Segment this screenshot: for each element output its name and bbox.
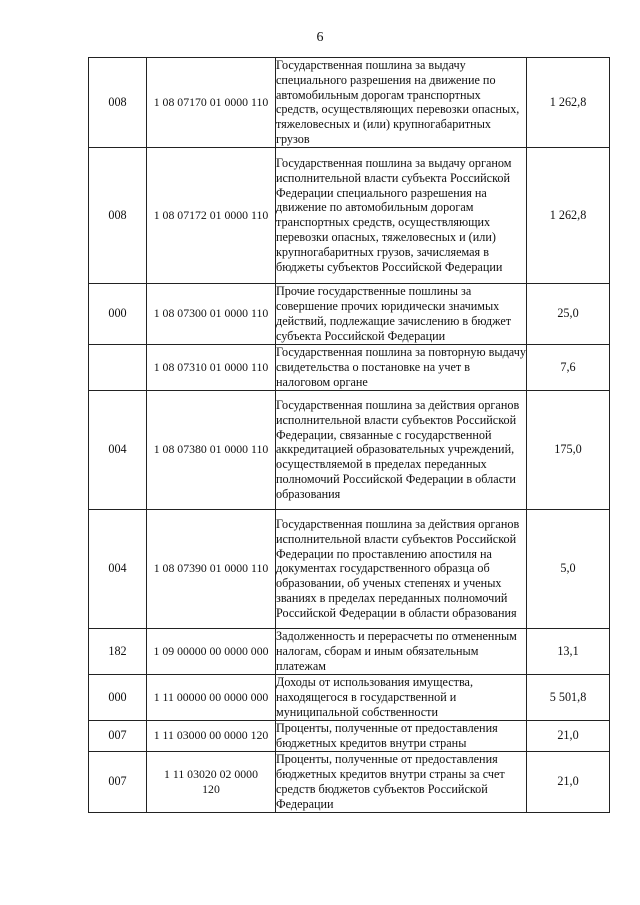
budget-code-cell: [147, 674, 276, 720]
amount-cell: 5,0: [527, 509, 610, 628]
budget-code: 1 08 07310 01 0000 110: [153, 359, 269, 374]
table-row: [89, 283, 610, 344]
revenue-name-cell: Государственная пошлина за повторную выдачу свидетельства о постановке на учет в налоговом органе: [276, 345, 526, 389]
budget-code-cell: [147, 390, 276, 509]
budget-code: 1 08 07170 01 0000 110: [153, 94, 269, 109]
table-row: [89, 751, 610, 812]
budget-code-cell: [147, 283, 276, 344]
table-row: [89, 58, 610, 148]
budget-code-cell: [147, 58, 276, 148]
table-row: [89, 628, 610, 674]
admin-code-cell: [89, 344, 147, 390]
budget-code-cell: [147, 628, 276, 674]
table-row: [89, 344, 610, 390]
budget-code: 1 09 00000 00 0000 000: [153, 643, 269, 658]
revenue-name-cell: Проценты, полученные от предоставления бюджетных кредитов внутри страны: [276, 720, 527, 751]
amount-cell: 13,1: [527, 628, 610, 674]
budget-code: 1 11 00000 00 0000 000: [153, 689, 269, 704]
table-row: [89, 509, 610, 628]
amount-cell: 175,0: [527, 390, 610, 509]
revenue-name-cell: Задолженность и перерасчеты по отмененным налогам, сборам и иным обязательным платежам: [276, 628, 527, 674]
revenue-name-cell: Государственная пошлина за действия органов исполнительной власти субъектов Российской Федерации, связанные с государственной аккредитацией образовательных учреждений, осуществляемой в пределах переданных полномочий Российской Федерации в области образования: [276, 390, 527, 509]
revenue-name-cell: Доходы от использования имущества, находящегося в государственной и муниципальной собственности: [276, 674, 527, 720]
budget-code: 1 08 07390 01 0000 110: [153, 561, 269, 576]
budget-code-cell: [147, 720, 276, 751]
budget-code: 1 11 03000 00 0000 120: [153, 728, 269, 743]
budget-code: 1 08 07172 01 0000 110: [153, 207, 269, 222]
budget-revenue-table: [88, 57, 610, 813]
budget-code: 1 11 03020 02 0000 120: [164, 766, 258, 796]
amount-cell: 21,0: [527, 751, 610, 812]
table-row: [89, 390, 610, 509]
amount-cell: 1 262,8: [527, 58, 610, 148]
table-row: [89, 674, 610, 720]
admin-code-cell: 007: [89, 751, 147, 812]
admin-code-cell: 008: [89, 58, 147, 148]
table-row: [89, 147, 610, 283]
admin-code-cell: 182: [89, 628, 147, 674]
budget-code-cell: [147, 509, 276, 628]
admin-code-cell: 004: [89, 509, 147, 628]
revenue-name-cell: Прочие государственные пошлины за совершение прочих юридически значимых действий, подлежащие зачислению в бюджет субъекта Российской Федерации: [276, 283, 527, 344]
amount-cell: 21,0: [527, 720, 610, 751]
revenue-name-cell: Государственная пошлина за выдачу органом исполнительной власти субъекта Российской Федерации специального разрешения на движение по автомобильным дорогам транспортных средств, осуществляющих перевозки опасных, тяжеловесных и (или) крупногабаритных грузов, зачисляемая в бюджеты субъектов Российской Федерации: [276, 147, 527, 283]
budget-code-cell: [147, 751, 276, 812]
budget-code-cell: [147, 344, 276, 390]
amount-cell: 7,6: [527, 344, 610, 390]
amount-cell: 1 262,8: [527, 147, 610, 283]
admin-code-cell: 007: [89, 720, 147, 751]
amount-cell: 25,0: [527, 283, 610, 344]
budget-code: 1 08 07380 01 0000 110: [153, 442, 269, 457]
revenue-name-cell: Проценты, полученные от предоставления бюджетных кредитов внутри страны за счет средств бюджетов субъектов Российской Федерации: [276, 751, 527, 812]
admin-code-cell: 008: [89, 147, 147, 283]
admin-code-cell: 004: [89, 390, 147, 509]
revenue-name-cell: Государственная пошлина за действия органов исполнительной власти субъектов Российской Федерации по проставлению апостиля на документах государственного образца об образовании, об ученых степенях и ученых званиях в пределах переданных полномочий Российской Федерации в области образования: [276, 509, 527, 628]
amount-cell: 5 501,8: [527, 674, 610, 720]
revenue-name-cell: Государственная пошлина за выдачу специального разрешения на движение по автомобильным дорогам транспортных средств, осуществляющих перевозки опасных, тяжеловесных и (или) крупногабаритных грузов: [276, 58, 527, 148]
budget-code-cell: [147, 147, 276, 283]
admin-code-cell: 000: [89, 674, 147, 720]
admin-code-cell: 000: [89, 283, 147, 344]
table-row: [89, 720, 610, 751]
page-number: 6: [316, 30, 324, 45]
budget-code: 1 08 07300 01 0000 110: [153, 306, 269, 321]
